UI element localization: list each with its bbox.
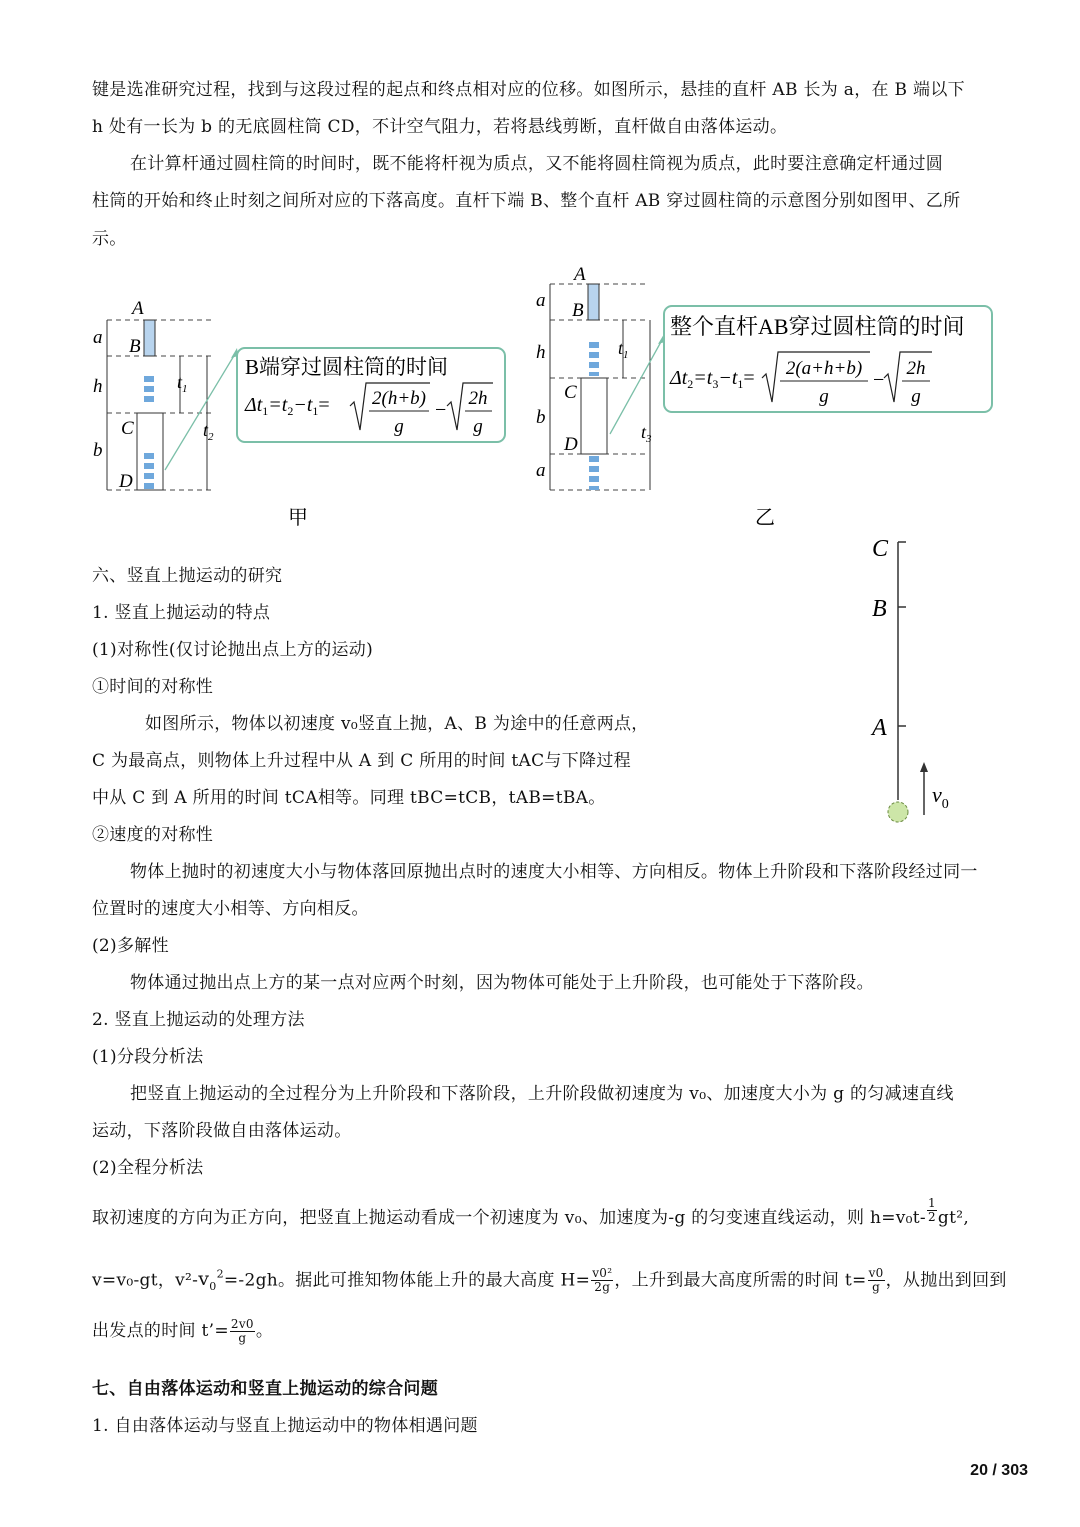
yi-num1: 2(a+h+b) <box>785 358 863 379</box>
yi-label-b: b <box>536 407 546 428</box>
sec6-p7: ②速度的对称性 <box>92 825 214 845</box>
jia-den2: g <box>473 416 483 437</box>
throw-label-C: C <box>872 536 889 562</box>
jia-num2: 2h <box>468 388 488 409</box>
ball-icon <box>888 802 908 822</box>
jia-minus: − <box>435 399 447 421</box>
intro-line-5: 示。 <box>92 229 127 249</box>
jia-num1: 2(h+b) <box>372 388 426 409</box>
sec6-p8: 物体上抛时的初速度大小与物体落回原抛出点时的速度大小相等、方向相反。物体上升阶段和下落阶段经过同一 <box>130 862 978 882</box>
yi-label-a2: a <box>536 460 546 481</box>
sec6-p11: 物体通过抛出点上方的某一点对应两个时刻，因为物体可能处于上升阶段，也可能处于下落阶段。 <box>130 973 874 993</box>
sec6-p3: ①时间的对称性 <box>92 677 214 697</box>
sec6-p13: (1)分段分析法 <box>92 1047 204 1067</box>
throw-label-v0: $v_0$ <box>932 782 949 812</box>
jia-caption: 甲 <box>288 507 308 529</box>
jia-label-B: B <box>129 336 141 357</box>
figure-vertical-throw <box>862 530 972 830</box>
yi-formula: $\Delta t_2=t_3-t_1=$ <box>670 367 755 391</box>
jia-label-t2: $t_2$ <box>203 420 214 443</box>
intro-line-4: 柱筒的开始和终止时刻之间所对应的下落高度。直杆下端 B、整个直杆 AB 穿过圆柱筒的示意图分别如图甲、乙所 <box>92 191 961 211</box>
sec6-p19: 出发点的时间 t’= $\frac{2v0}{g}$ 。 <box>92 1317 274 1345</box>
yi-den2: g <box>911 386 921 407</box>
sec6-p1: 1. 竖直上抛运动的特点 <box>92 603 271 623</box>
yi-label-t3: $t_3$ <box>641 422 652 445</box>
jia-label-a: a <box>93 327 103 348</box>
yi-box-title: 整个直杆AB穿过圆柱筒的时间 <box>670 314 965 339</box>
sec6-p6: 中从 C 到 A 所用的时间 tCA相等。同理 tBC=tCB，tAB=tBA。 <box>92 788 606 808</box>
figure-yi <box>528 258 998 538</box>
sec6-p14: 把竖直上抛运动的全过程分为上升阶段和下落阶段，上升阶段做初速度为 v₀、加速度大小为 g 的匀减速直线 <box>130 1084 954 1104</box>
intro-line-2: h 处有一长为 b 的无底圆柱筒 CD，不计空气阻力，若将悬线剪断，直杆做自由落体运动。 <box>92 117 788 137</box>
jia-label-C: C <box>121 418 134 439</box>
sec6-p2: (1)对称性(仅讨论抛出点上方的运动) <box>92 640 374 660</box>
yi-label-B: B <box>572 300 584 321</box>
sec6-p10: (2)多解性 <box>92 936 169 956</box>
sec6-p18: v=v₀-gt，$v^2-v_0^2=-2gh$。据此可推知物体能上升的最大高度 H= $\frac{\text{v0²}}{2g}$ ，上升到最大高度所需的时间 t= $\frac{v0}{g}$ ，从抛出到回到 <box>92 1266 1007 1295</box>
throw-label-B: B <box>872 596 887 622</box>
sec6-p16: (2)全程分析法 <box>92 1158 204 1178</box>
sec6-p12: 2. 竖直上抛运动的处理方法 <box>92 1010 305 1030</box>
yi-minus: − <box>873 369 885 391</box>
yi-caption: 乙 <box>755 507 775 529</box>
jia-label-D: D <box>119 471 133 492</box>
sec7-p1: 1. 自由落体运动与竖直上抛运动中的物体相遇问题 <box>92 1416 478 1436</box>
yi-num2: 2h <box>906 358 926 379</box>
throw-label-A: A <box>872 715 887 741</box>
jia-label-b: b <box>93 440 103 461</box>
sec6-title: 六、竖直上抛运动的研究 <box>92 566 283 586</box>
yi-label-C: C <box>564 382 577 403</box>
sec6-p17: 取初速度的方向为正方向，把竖直上抛运动看成一个初速度为 v₀、加速度为-g 的匀变速直线运动，则 h=v₀t- $\frac{1}{2}$ gt², <box>92 1196 970 1228</box>
intro-line-3: 在计算杆通过圆柱筒的时间时，既不能将杆视为质点，又不能将圆柱筒视为质点，此时要注意确定杆通过圆 <box>130 154 944 174</box>
yi-label-h: h <box>536 342 546 363</box>
yi-label-t1: $t_1$ <box>618 338 629 361</box>
sec6-p5: C 为最高点，则物体上升过程中从 A 到 C 所用的时间 tAC与下降过程 <box>92 751 631 771</box>
jia-label-t1: $t_1$ <box>177 372 188 395</box>
sec6-p15: 运动，下落阶段做自由落体运动。 <box>92 1121 352 1141</box>
jia-box-title: B端穿过圆柱筒的时间 <box>245 355 449 379</box>
page-number: 20 / 303 <box>970 1462 1028 1479</box>
jia-formula: $\Delta t_1=t_2-t_1=$ <box>245 394 330 418</box>
intro-line-1: 键是选准研究过程，找到与这段过程的起点和终点相对应的位移。如图所示，悬挂的直杆 AB 长为 a，在 B 端以下 <box>92 80 965 100</box>
jia-label-A: A <box>132 298 144 319</box>
yi-den1: g <box>819 386 829 407</box>
jia-label-h: h <box>93 376 103 397</box>
yi-label-D: D <box>564 434 578 455</box>
yi-label-A: A <box>574 264 586 285</box>
jia-den1: g <box>394 416 404 437</box>
sec7-title: 七、自由落体运动和竖直上抛运动的综合问题 <box>92 1379 438 1399</box>
yi-label-a: a <box>536 290 546 311</box>
jia-arrow <box>165 354 235 470</box>
sec6-p4: 如图所示，物体以初速度 v₀竖直上抛，A、B 为途中的任意两点， <box>145 714 649 734</box>
figure-jia <box>85 290 515 540</box>
sec6-p9: 位置时的速度大小相等、方向相反。 <box>92 899 369 919</box>
